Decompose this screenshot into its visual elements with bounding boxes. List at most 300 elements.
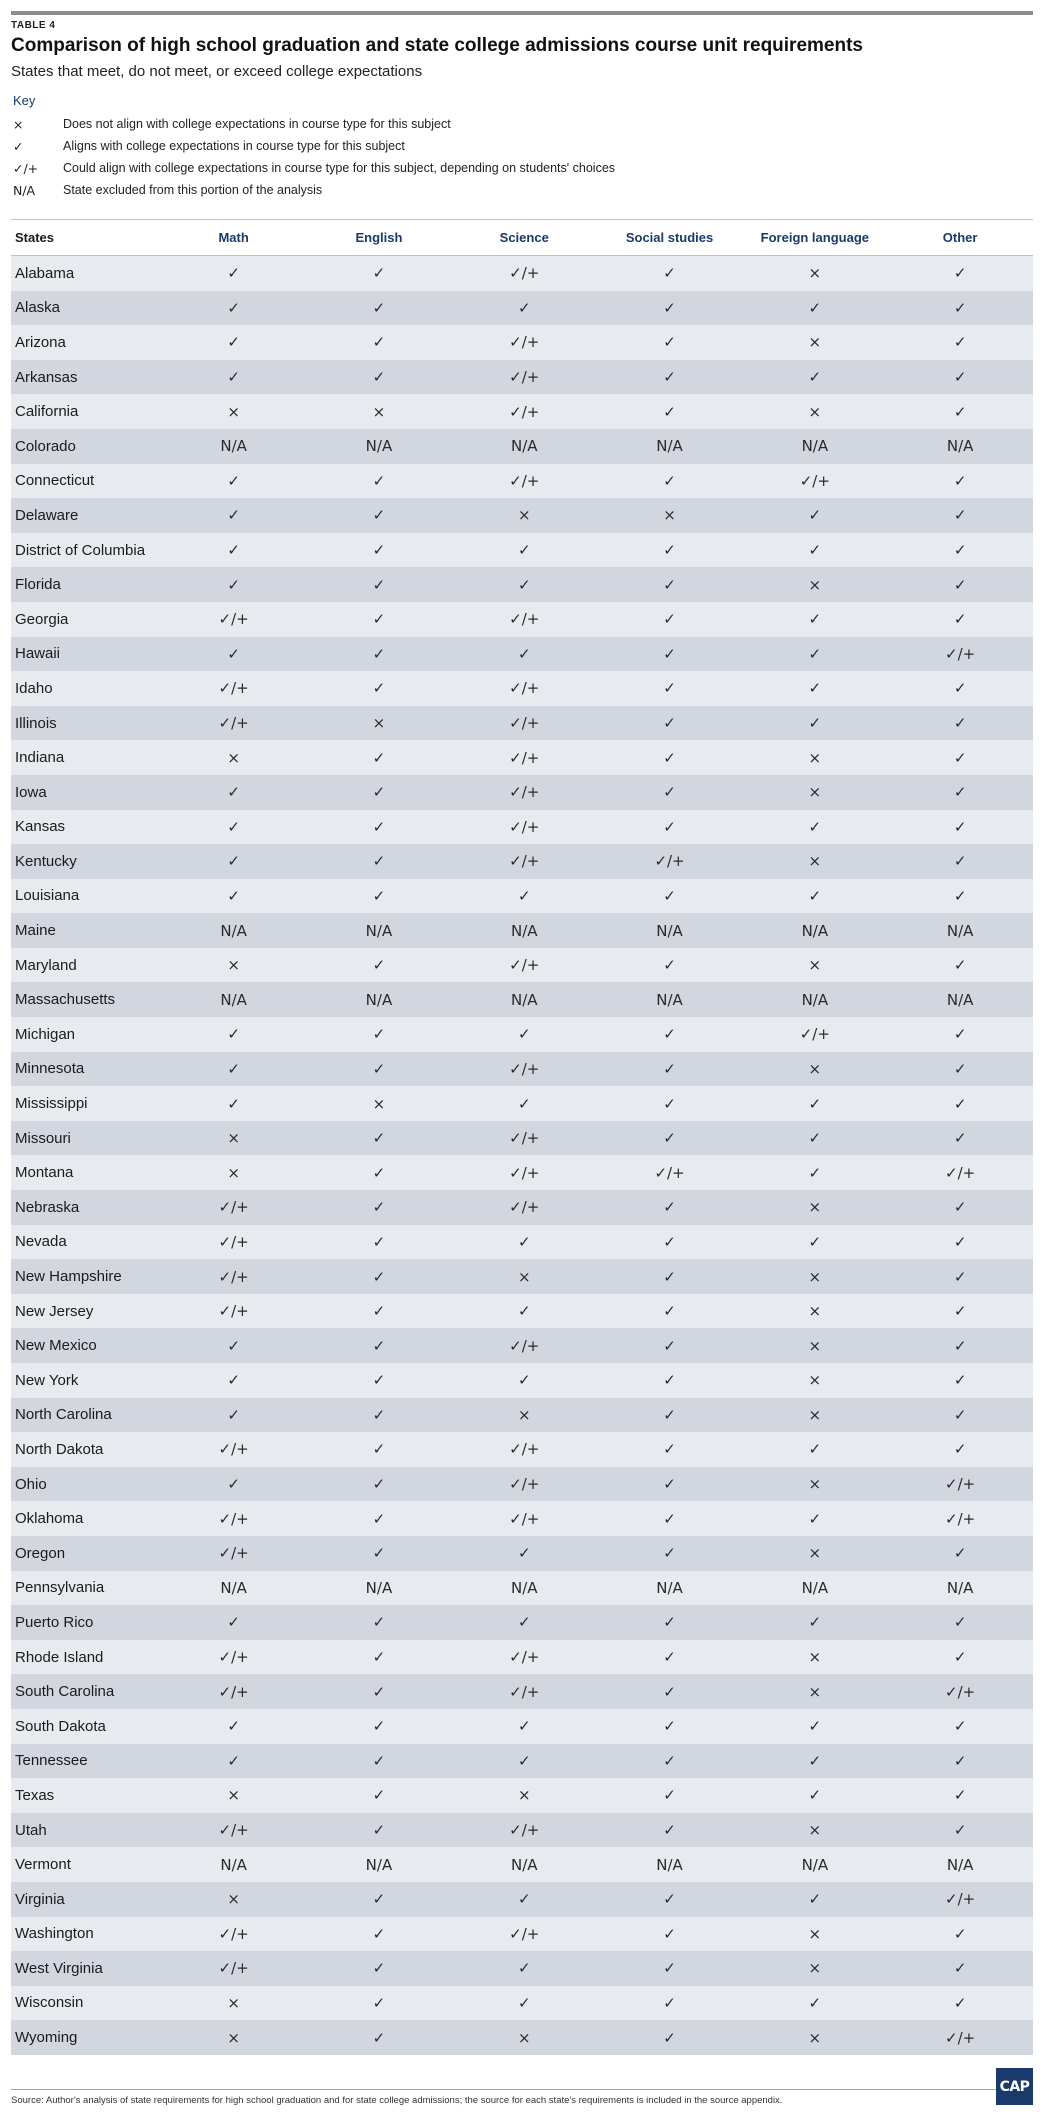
table-row — [11, 1363, 1033, 1398]
cell-math: ✓ — [227, 1336, 240, 1355]
cell-other: ✓ — [953, 1959, 967, 1978]
cell-science: × — [517, 2028, 531, 2047]
cell-math: N/A — [220, 921, 247, 940]
table-row — [11, 1467, 1033, 1502]
table-row — [11, 2020, 1033, 2055]
cell-social-studies: ✓/+ — [654, 852, 685, 871]
key-row — [13, 179, 913, 201]
cell-social-studies: ✓ — [663, 1648, 676, 1667]
cell-math: ✓ — [227, 506, 240, 525]
cell-math: ✓/+ — [218, 1924, 249, 1943]
cell-science: ✓/+ — [509, 1648, 540, 1667]
cell-science: × — [517, 1786, 531, 1805]
cell-foreign-language: × — [808, 748, 822, 767]
cell-english: ✓ — [372, 575, 386, 594]
table-row — [11, 637, 1033, 672]
cell-math: ✓ — [227, 1751, 240, 1770]
cell-math: N/A — [220, 990, 247, 1009]
cell-foreign-language: ✓ — [808, 1129, 822, 1148]
cell-other: ✓ — [953, 1198, 967, 1217]
cell-other: ✓ — [953, 1786, 967, 1805]
cell-other: ✓ — [953, 1440, 967, 1459]
cell-english: ✓ — [372, 1440, 386, 1459]
cell-social-studies: ✓ — [663, 1682, 676, 1701]
table-row — [11, 1986, 1033, 2021]
cell-math: N/A — [220, 437, 247, 456]
table-row — [11, 1917, 1033, 1952]
table-row — [11, 1052, 1033, 1087]
cell-english: ✓ — [372, 506, 386, 525]
cell-english: N/A — [365, 990, 393, 1009]
cell-social-studies: ✓ — [663, 886, 676, 905]
state-name-cell: Delaware — [15, 506, 79, 524]
table-row — [11, 1778, 1033, 1813]
cell-other: ✓ — [953, 1302, 967, 1321]
state-name-cell: Connecticut — [15, 472, 95, 490]
cell-math: N/A — [220, 1578, 247, 1597]
cell-science: × — [517, 506, 531, 525]
cell-math: ✓/+ — [218, 1232, 249, 1251]
cell-other: ✓ — [953, 783, 967, 802]
cell-english: ✓ — [372, 1821, 386, 1840]
table-row — [11, 740, 1033, 775]
state-name-cell: Utah — [15, 1821, 47, 1839]
cell-foreign-language: ✓ — [808, 1786, 822, 1805]
cell-social-studies: ✓/+ — [654, 1163, 685, 1182]
cell-english: N/A — [365, 1578, 393, 1597]
key-list — [13, 113, 913, 201]
cell-other: ✓ — [953, 1405, 967, 1424]
cell-math: ✓ — [227, 333, 240, 352]
table-row — [11, 429, 1033, 464]
cell-foreign-language: × — [808, 783, 822, 802]
column-header-states: States — [15, 230, 55, 245]
cell-social-studies: ✓ — [663, 402, 676, 421]
cell-foreign-language: × — [808, 1682, 822, 1701]
state-name-cell: District of Columbia — [15, 541, 146, 559]
cell-other: ✓ — [953, 1025, 967, 1044]
cell-math: ✓/+ — [218, 610, 249, 629]
state-name-cell: Iowa — [15, 783, 47, 801]
table-row — [11, 394, 1033, 429]
cell-social-studies: ✓ — [663, 264, 676, 283]
state-name-cell: Oregon — [15, 1544, 66, 1562]
state-name-cell: New Mexico — [15, 1337, 97, 1355]
state-name-cell: Georgia — [15, 610, 69, 628]
table-row — [11, 1398, 1033, 1433]
state-name-cell: Indiana — [15, 749, 65, 767]
cell-science: × — [517, 1405, 531, 1424]
cell-social-studies: ✓ — [663, 610, 676, 629]
table-subtitle: States that meet, do not meet, or exceed college expectations — [11, 63, 423, 80]
table-row — [11, 1121, 1033, 1156]
state-name-cell: Pennsylvania — [15, 1579, 105, 1597]
table-row — [11, 360, 1033, 395]
state-name-cell: Wyoming — [15, 2029, 78, 2047]
cell-foreign-language: × — [808, 1648, 822, 1667]
state-name-cell: Massachusetts — [15, 991, 116, 1009]
cell-foreign-language: N/A — [801, 1855, 829, 1874]
cell-english: ✓ — [372, 1959, 386, 1978]
cell-social-studies: ✓ — [663, 541, 676, 560]
cell-foreign-language: × — [808, 1475, 822, 1494]
cell-science: N/A — [510, 990, 538, 1009]
cell-science: ✓ — [517, 541, 531, 560]
cell-foreign-language: ✓ — [808, 817, 822, 836]
cell-other: ✓/+ — [945, 1682, 976, 1701]
cell-other: ✓/+ — [945, 644, 976, 663]
cell-foreign-language: ✓/+ — [799, 471, 830, 490]
cell-english: ✓ — [372, 1613, 386, 1632]
state-name-cell: New Hampshire — [15, 1268, 122, 1286]
cell-english: ✓ — [372, 886, 386, 905]
cell-math: ✓ — [227, 298, 240, 317]
table-body — [11, 256, 1033, 2055]
cap-logo: CAP — [996, 2068, 1033, 2105]
key-symbol: ✓/+ — [13, 160, 39, 176]
cell-other: ✓ — [953, 298, 967, 317]
cell-foreign-language: ✓ — [808, 1163, 822, 1182]
cell-science: ✓ — [517, 1751, 531, 1770]
key-row — [13, 157, 913, 179]
cell-english: ✓ — [372, 1302, 386, 1321]
cell-english: ✓ — [372, 541, 386, 560]
cell-foreign-language: × — [808, 1544, 822, 1563]
state-name-cell: Missouri — [15, 1129, 71, 1147]
cell-social-studies: ✓ — [663, 679, 676, 698]
cell-social-studies: ✓ — [663, 1544, 676, 1563]
cell-other: ✓ — [953, 333, 967, 352]
cell-science: ✓ — [517, 298, 531, 317]
cell-science: ✓/+ — [509, 402, 540, 421]
table-row — [11, 567, 1033, 602]
cell-social-studies: N/A — [656, 437, 683, 456]
cell-science: ✓/+ — [509, 817, 540, 836]
requirements-table — [11, 219, 1033, 2055]
cell-science: ✓/+ — [509, 471, 540, 490]
state-name-cell: Illinois — [15, 714, 57, 732]
cell-other: N/A — [946, 921, 974, 940]
cell-english: ✓ — [372, 610, 386, 629]
cell-foreign-language: × — [808, 264, 822, 283]
cell-social-studies: ✓ — [663, 1509, 676, 1528]
table-row — [11, 291, 1033, 326]
table-row — [11, 1536, 1033, 1571]
state-name-cell: North Dakota — [15, 1440, 104, 1458]
cell-social-studies: ✓ — [663, 333, 676, 352]
cell-math: × — [227, 402, 240, 421]
cell-english: ✓ — [372, 1475, 386, 1494]
cell-science: ✓ — [517, 1232, 531, 1251]
cell-science: ✓/+ — [509, 956, 540, 975]
cell-other: ✓/+ — [945, 1890, 976, 1909]
cell-other: ✓ — [953, 264, 967, 283]
cell-foreign-language: ✓ — [808, 1717, 822, 1736]
cell-other: ✓/+ — [945, 1475, 976, 1494]
cell-social-studies: ✓ — [663, 956, 676, 975]
state-name-cell: Hawaii — [15, 645, 61, 663]
cell-other: ✓ — [953, 1336, 967, 1355]
table-row — [11, 810, 1033, 845]
cell-science: ✓ — [517, 575, 531, 594]
cell-math: ✓/+ — [218, 1544, 249, 1563]
cell-english: ✓ — [372, 1682, 386, 1701]
cell-science: ✓/+ — [509, 1440, 540, 1459]
cell-english: ✓ — [372, 1163, 386, 1182]
cell-foreign-language: ✓ — [808, 1232, 822, 1251]
table-row — [11, 844, 1033, 879]
table-row — [11, 1328, 1033, 1363]
table-row — [11, 1674, 1033, 1709]
table-row — [11, 775, 1033, 810]
cell-math: ✓ — [227, 886, 240, 905]
cell-science: ✓ — [517, 1371, 531, 1390]
table-row — [11, 1813, 1033, 1848]
table-row — [11, 256, 1033, 291]
cell-english: ✓ — [372, 956, 386, 975]
column-header-foreign-language: Foreign language — [760, 230, 869, 245]
cell-other: ✓ — [953, 402, 967, 421]
cell-math: ✓/+ — [218, 714, 249, 733]
cell-social-studies: ✓ — [663, 575, 676, 594]
cell-math: ✓ — [227, 1059, 240, 1078]
cell-foreign-language: × — [808, 575, 822, 594]
cell-foreign-language: ✓ — [808, 714, 822, 733]
cell-science: ✓/+ — [509, 1336, 540, 1355]
cell-other: N/A — [946, 1578, 974, 1597]
cell-foreign-language: × — [808, 1371, 822, 1390]
cell-math: ✓/+ — [218, 1198, 249, 1217]
cell-social-studies: ✓ — [663, 748, 676, 767]
cell-social-studies: ✓ — [663, 1440, 676, 1459]
state-name-cell: Michigan — [15, 1025, 76, 1043]
state-name-cell: Puerto Rico — [15, 1613, 94, 1631]
key-symbol: N/A — [13, 182, 36, 198]
cell-math: ✓ — [227, 471, 240, 490]
cell-math: ✓ — [227, 783, 240, 802]
cell-social-studies: ✓ — [663, 1786, 676, 1805]
cell-science: ✓/+ — [509, 1924, 540, 1943]
top-rule — [11, 11, 1033, 15]
cell-other: ✓ — [953, 1232, 967, 1251]
cell-english: ✓ — [372, 368, 386, 387]
cell-science: ✓ — [517, 1094, 531, 1113]
cell-social-studies: ✓ — [663, 1059, 676, 1078]
table-row — [11, 671, 1033, 706]
cell-social-studies: ✓ — [663, 1924, 676, 1943]
cell-other: ✓ — [953, 610, 967, 629]
cell-math: ✓ — [227, 1717, 240, 1736]
cell-foreign-language: ✓/+ — [799, 1025, 830, 1044]
column-header-english: English — [355, 230, 403, 245]
cell-science: ✓ — [517, 1544, 531, 1563]
cell-science: ✓/+ — [509, 264, 540, 283]
key-symbol: ✓ — [13, 138, 24, 154]
source-note: Source: Author's analysis of state requirements for high school graduation and for state college admissions; the source for each state's requirements is included in the source appendix. — [11, 2095, 783, 2106]
cell-social-studies: ✓ — [663, 783, 676, 802]
state-name-cell: North Carolina — [15, 1406, 112, 1424]
cell-foreign-language: ✓ — [808, 1890, 822, 1909]
cell-foreign-language: N/A — [801, 990, 829, 1009]
cell-math: ✓/+ — [218, 1648, 249, 1667]
key-description: Aligns with college expectations in course type for this subject — [63, 139, 405, 153]
table-label: TABLE 4 — [11, 20, 56, 31]
column-header-other: Other — [942, 230, 978, 245]
cell-science: N/A — [510, 1855, 538, 1874]
cell-social-studies: ✓ — [663, 1717, 676, 1736]
cell-other: ✓ — [953, 748, 967, 767]
cell-english: ✓ — [372, 1129, 386, 1148]
cell-english: ✓ — [372, 298, 386, 317]
table-row — [11, 1190, 1033, 1225]
table-row — [11, 948, 1033, 983]
cell-other: ✓ — [953, 1059, 967, 1078]
cell-science: ✓/+ — [509, 1821, 540, 1840]
cell-other: ✓ — [953, 471, 967, 490]
cell-math: ✓ — [227, 575, 240, 594]
state-name-cell: Alaska — [15, 299, 61, 317]
cell-english: × — [372, 714, 386, 733]
cell-foreign-language: × — [808, 1302, 822, 1321]
cell-english: ✓ — [372, 1198, 386, 1217]
cell-math: × — [227, 2028, 240, 2047]
cell-science: ✓ — [517, 1302, 531, 1321]
cell-social-studies: ✓ — [663, 1993, 676, 2012]
key-row — [13, 113, 913, 135]
cell-math: × — [227, 1786, 240, 1805]
cell-math: ✓ — [227, 1371, 240, 1390]
table-row — [11, 1086, 1033, 1121]
column-header-social-studies: Social studies — [625, 230, 714, 245]
bottom-rule — [11, 2089, 1033, 2090]
state-name-cell: Texas — [15, 1786, 55, 1804]
table-row — [11, 1571, 1033, 1606]
cell-science: ✓ — [517, 644, 531, 663]
table-row — [11, 325, 1033, 360]
cell-english: ✓ — [372, 1717, 386, 1736]
cell-other: ✓ — [953, 852, 967, 871]
table-row — [11, 879, 1033, 914]
cell-math: ✓ — [227, 541, 240, 560]
cell-english: ✓ — [372, 471, 386, 490]
cell-english: ✓ — [372, 1751, 386, 1770]
cell-science: ✓/+ — [509, 748, 540, 767]
cell-science: ✓ — [517, 1890, 531, 1909]
cell-other: ✓ — [953, 541, 967, 560]
cell-science: × — [517, 1267, 531, 1286]
cell-other: ✓ — [953, 817, 967, 836]
cell-science: ✓/+ — [509, 1163, 540, 1182]
cell-other: ✓ — [953, 1094, 967, 1113]
table-row — [11, 1605, 1033, 1640]
cell-other: ✓ — [953, 1993, 967, 2012]
cell-math: × — [227, 1993, 240, 2012]
cell-math: × — [227, 748, 240, 767]
cell-english: ✓ — [372, 1059, 386, 1078]
cell-social-studies: ✓ — [663, 1129, 676, 1148]
table-row — [11, 706, 1033, 741]
state-name-cell: South Carolina — [15, 1683, 115, 1701]
cell-science: ✓/+ — [509, 1198, 540, 1217]
table-row — [11, 498, 1033, 533]
cell-science: ✓ — [517, 1025, 531, 1044]
cell-english: N/A — [365, 921, 393, 940]
cell-social-studies: ✓ — [663, 1371, 676, 1390]
cell-social-studies: ✓ — [663, 1232, 676, 1251]
state-name-cell: Minnesota — [15, 1060, 85, 1078]
state-name-cell: Florida — [15, 576, 61, 594]
table-row — [11, 1294, 1033, 1329]
cell-english: ✓ — [372, 1786, 386, 1805]
state-name-cell: Kentucky — [15, 852, 77, 870]
cell-english: ✓ — [372, 1267, 386, 1286]
state-name-cell: Colorado — [15, 437, 76, 455]
cell-social-studies: ✓ — [663, 1094, 676, 1113]
state-name-cell: West Virginia — [15, 1959, 103, 1977]
state-name-cell: Mississippi — [15, 1095, 88, 1113]
cell-social-studies: N/A — [656, 990, 683, 1009]
cell-other: ✓ — [953, 956, 967, 975]
cell-social-studies: ✓ — [663, 1475, 676, 1494]
cell-science: ✓/+ — [509, 1129, 540, 1148]
cell-english: ✓ — [372, 783, 386, 802]
cell-math: N/A — [220, 1855, 247, 1874]
table-row — [11, 1847, 1033, 1882]
key-description: State excluded from this portion of the analysis — [63, 183, 323, 197]
cell-foreign-language: ✓ — [808, 1993, 822, 2012]
cell-english: ✓ — [372, 264, 386, 283]
cell-other: ✓ — [953, 679, 967, 698]
cell-foreign-language: × — [808, 333, 822, 352]
table-row — [11, 1259, 1033, 1294]
cell-english: ✓ — [372, 1336, 386, 1355]
table-row — [11, 1432, 1033, 1467]
cell-other: N/A — [946, 1855, 974, 1874]
table-row — [11, 1501, 1033, 1536]
state-name-cell: Vermont — [15, 1856, 71, 1874]
cell-science: ✓ — [517, 1993, 531, 2012]
cell-social-studies: ✓ — [663, 1405, 676, 1424]
cell-social-studies: ✓ — [663, 817, 676, 836]
cell-science: ✓/+ — [509, 679, 540, 698]
cell-science: ✓ — [517, 1717, 531, 1736]
cell-other: ✓ — [953, 506, 967, 525]
cell-other: ✓ — [953, 1924, 967, 1943]
cell-other: ✓ — [953, 1648, 967, 1667]
cell-english: N/A — [365, 437, 393, 456]
cell-english: ✓ — [372, 817, 386, 836]
cell-science: ✓/+ — [509, 1059, 540, 1078]
cell-other: ✓ — [953, 1371, 967, 1390]
cell-english: ✓ — [372, 852, 386, 871]
state-name-cell: Louisiana — [15, 887, 80, 905]
cell-other: ✓ — [953, 1544, 967, 1563]
state-name-cell: Wisconsin — [15, 1994, 84, 2012]
cell-foreign-language: ✓ — [808, 679, 822, 698]
cell-math: ✓ — [227, 368, 240, 387]
cell-social-studies: ✓ — [663, 298, 676, 317]
state-name-cell: Nevada — [15, 1233, 67, 1251]
cell-math: × — [227, 1163, 240, 1182]
cell-science: ✓ — [517, 886, 531, 905]
cell-foreign-language: ✓ — [808, 1509, 822, 1528]
cell-foreign-language: × — [808, 1924, 822, 1943]
cell-foreign-language: × — [808, 1821, 822, 1840]
key-description: Does not align with college expectations in course type for this subject — [63, 117, 451, 131]
cell-science: N/A — [510, 921, 538, 940]
cell-math: ✓ — [227, 644, 240, 663]
cell-foreign-language: ✓ — [808, 506, 822, 525]
